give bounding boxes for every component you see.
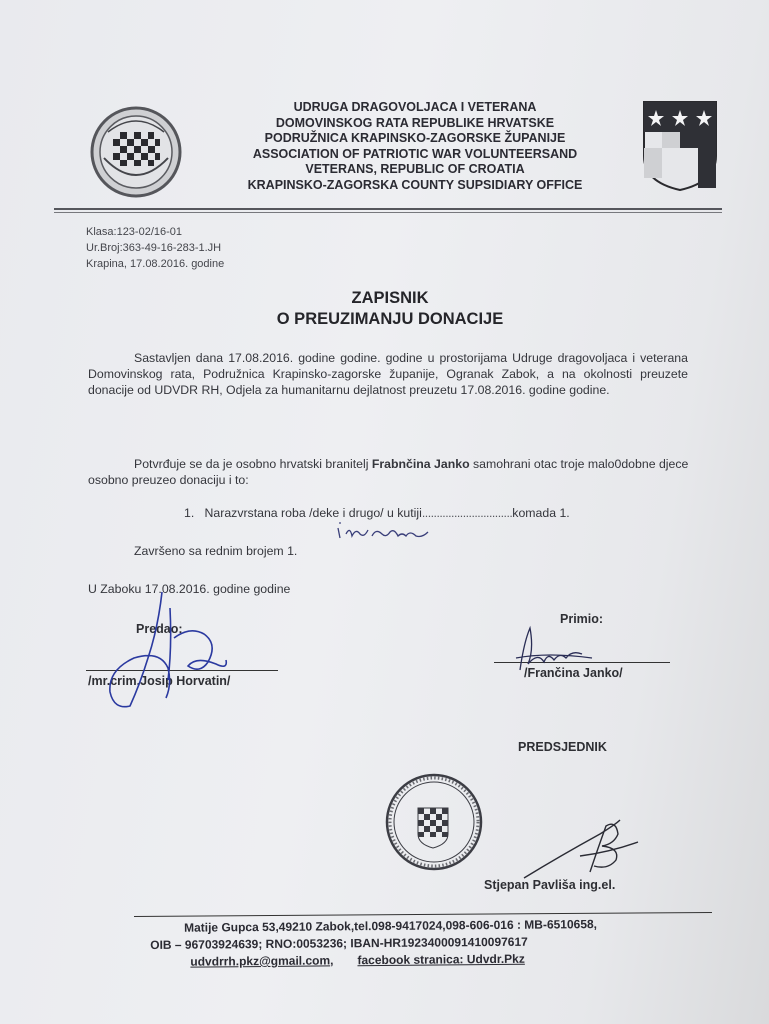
title-line-2: O PREUZIMANJU DONACIJE	[276, 310, 504, 328]
header-divider-thin	[54, 212, 722, 213]
header-line: KRAPINSKO-ZAGORSKA COUNTY SUPSIDIARY OFFICE	[247, 177, 583, 192]
paragraph-1-text: Sastavljen dana 17.08.2016. godine godine. godine u prostorijama Udruge dragovoljaca i veterana Domovinskog rata, Podružnica Krapinsko-zagorske županije, Ogranak Zabok, a na okolnosti preuzete donacije od UDVDR RH, Odjela za humanitarnu dejlatnost preuzetu 17.08.2016. godine godine.	[88, 351, 688, 397]
association-seal-logo	[86, 102, 186, 198]
coat-of-arms-logo	[640, 98, 720, 192]
footer-ids: OIB – 96703924639; RNO:0053236; IBAN-HR1923400091410097617	[150, 934, 528, 952]
reference-block	[86, 224, 224, 272]
handwritten-note	[336, 520, 436, 542]
header-line: VETERANS, REPUBLIC OF CROATIA	[305, 162, 525, 176]
predao-label: Predao:	[136, 622, 183, 636]
email-link[interactable]: udvdrrh.pkz@gmail.com	[190, 953, 331, 969]
document-title	[200, 288, 580, 330]
facebook-link[interactable]: facebook stranica: Udvdr.Pkz	[357, 951, 525, 968]
primio-label: Primio:	[560, 612, 604, 626]
president-label: PREDSJEDNIK	[518, 740, 607, 754]
paragraph-2-before: Potvrđuje se da je osobno hrvatski branitelj	[134, 457, 372, 471]
item-dots: ...............................	[421, 506, 513, 520]
footer-contact	[150, 915, 720, 971]
title-line-1: ZAPISNIK	[351, 289, 429, 307]
header-line: UDRUGA DRAGOVOLJACA I VETERANA	[293, 100, 537, 114]
paragraph-2	[88, 456, 698, 488]
handwritten-signature-primio	[508, 622, 598, 674]
predao-name: /mr.crim.Josip Horvatin/	[88, 674, 231, 688]
organization-header	[200, 100, 630, 193]
handwritten-signature-president	[520, 812, 640, 882]
footer-links	[150, 949, 720, 971]
paragraph-1	[88, 350, 688, 398]
association-stamp	[384, 772, 484, 872]
primio-name: /Frančina Janko/	[524, 666, 623, 680]
document-date: Krapina, 17.08.2016. godine	[86, 258, 225, 270]
klasa: Klasa:123-02/16-01	[86, 226, 183, 238]
footer-separator: ,	[330, 953, 334, 968]
header-line: ASSOCIATION OF PATRIOTIC WAR VOLUNTEERSAND	[252, 146, 578, 161]
handwritten-signature-predao	[100, 588, 240, 714]
closing-line: Završeno sa rednim brojem 1.	[134, 544, 298, 558]
urbroj: Ur.Broj:363-49-16-283-1.JH	[86, 242, 222, 254]
footer-address: Matije Gupca 53,49210 Zabok,tel.098-9417024,098-606-016 : MB-6510658,	[184, 917, 598, 935]
president-name: Stjepan Pavliša ing.el.	[484, 878, 616, 892]
place-date: U Zaboku 17.08.2016. godine godine	[88, 582, 291, 596]
item-number: 1.	[184, 506, 195, 520]
header-divider	[54, 208, 722, 210]
recipient-name: Frabnčina Janko	[371, 457, 470, 471]
header-line: PODRUŽNICA KRAPINSKO-ZAGORSKE ŽUPANIJE	[264, 131, 566, 145]
item-text: Narazvrstana roba /deke i drugo/ u kutiji	[204, 506, 422, 520]
header-line: DOMOVINSKOG RATA REPUBLIKE HRVATSKE	[275, 115, 555, 130]
item-quantity: komada 1.	[512, 506, 570, 520]
paragraph-2-after: samohrani otac troje malo0dobne djece osobno preuzeo donaciju i to:	[88, 457, 689, 487]
list-item	[184, 506, 570, 520]
